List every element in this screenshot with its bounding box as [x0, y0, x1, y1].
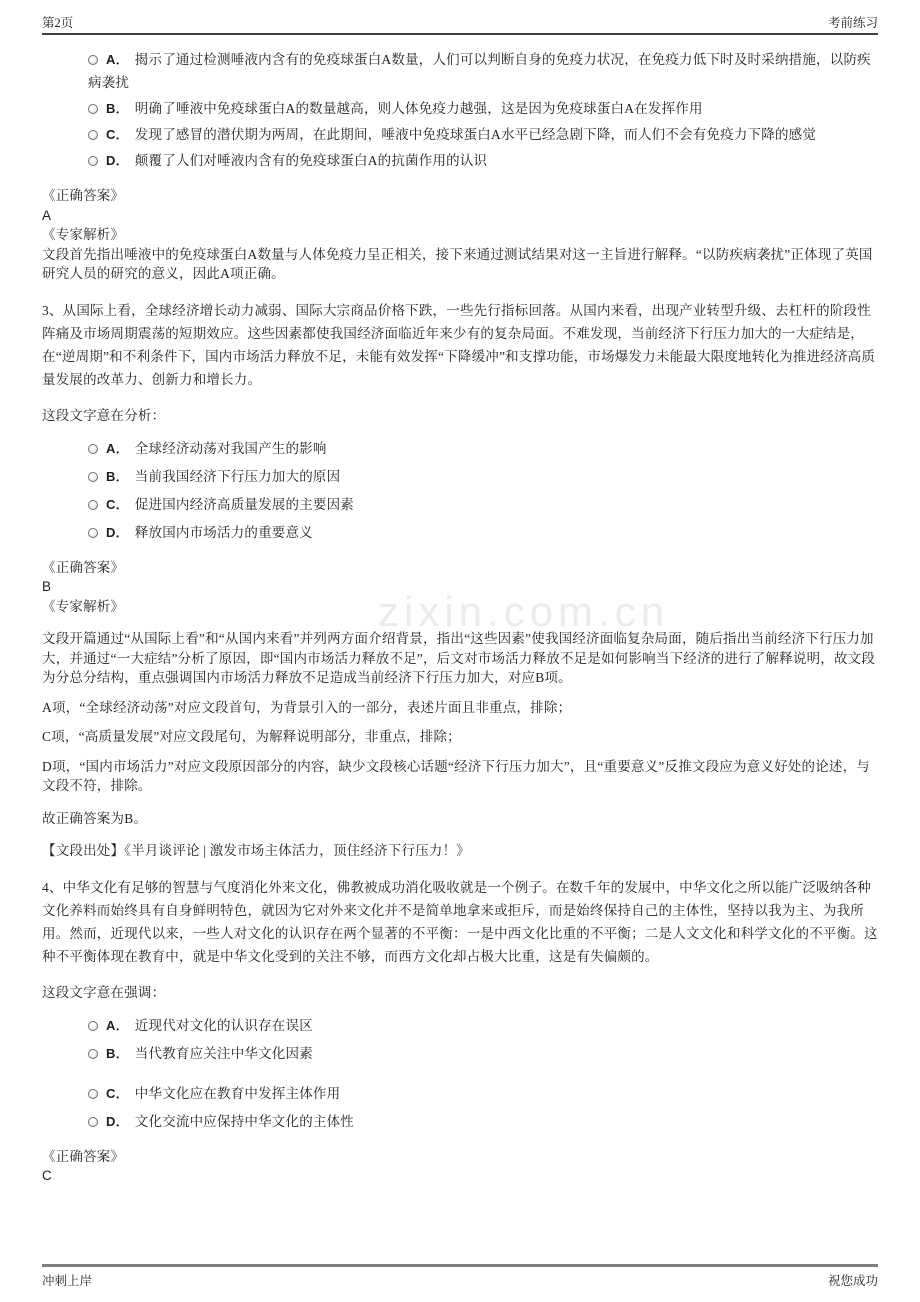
- option-text: 发现了感冒的潜伏期为两周，在此期间，唾液中免疫球蛋白A水平已经急剧下降，而人们不会有免疫力下降的感觉: [134, 127, 817, 142]
- question-4-intent: 这段文字意在强调：: [42, 984, 166, 1000]
- footer-left-slogan: 冲刺上岸: [42, 1274, 93, 1288]
- radio-button-icon[interactable]: [88, 444, 98, 454]
- page-content: [42, 48, 878, 1186]
- header-doc-title: 考前练习: [827, 16, 878, 30]
- option-text: 当代教育应关注中华文化因素: [134, 1045, 313, 1061]
- option-text: 颠覆了人们对唾液内含有的免疫球蛋白A的抗菌作用的认识: [134, 153, 488, 168]
- option-letter: A．: [106, 52, 129, 67]
- question-2-option-a: [88, 48, 878, 94]
- radio-button-icon[interactable]: [88, 1117, 98, 1127]
- analysis-conclusion: 故正确答案为B。: [42, 810, 148, 826]
- analysis-option-a-note: A项，“全球经济动荡”对应文段首句，为背景引入的一部分，表述片面且非重点，排除；: [42, 699, 572, 715]
- question-4-option-d: [88, 1110, 878, 1133]
- correct-answer-value: A: [42, 207, 52, 223]
- option-letter: D．: [106, 153, 129, 168]
- question-3-option-c: [88, 493, 878, 516]
- footer-right-slogan: 祝您成功: [827, 1274, 878, 1288]
- correct-answer-label: 《正确答案》: [42, 559, 125, 575]
- radio-button-icon[interactable]: [88, 156, 98, 166]
- analysis-paragraph: 文段首先指出唾液中的免疫球蛋白A数量与人体免疫力呈正相关，接下来通过测试结果对这一主旨进行解释。“以防疾病袭扰”正体现了英国研究人员的研究的意义，因此A项正确。: [42, 246, 873, 281]
- option-letter: A．: [106, 1017, 129, 1033]
- question-3-text: 3、从国际上看，全球经济增长动力减弱、国际大宗商品价格下跌，一些先行指标回落。从国内来看，出现产业转型升级、去杠杆的阶段性阵痛及市场周期震荡的短期效应。这些因素都使我国经济面临近年来少有的复杂局面。不难发现，当前经济下行压力加大的一大症结是，在“逆周期”和不利条件下，国内市场活力释放不足，未能有效发挥“下降缓冲”和支撑功能，市场爆发力未能最大限度地转化为推进经济高质量发展的改革力、创新力和增长力。: [42, 302, 876, 387]
- page-footer: [42, 1264, 878, 1289]
- radio-button-icon[interactable]: [88, 55, 98, 65]
- analysis-paragraph: 文段开篇通过“从国际上看”和“从国内来看”并列两方面介绍背景，指出“这些因素”使我国经济面临复杂局面，随后指出当前经济下行压力加大，并通过“一大症结”分析了原因，即“国内市场活力释放不足”，后文对市场活力释放不足是如何影响当下经济的进行了解释说明，故文段为分总分结构，重点强调国内市场活力释放不足造成当前经济下行压力加大，对应B项。: [42, 631, 876, 685]
- question-4-options: [42, 1014, 878, 1133]
- option-letter: C．: [106, 127, 129, 142]
- correct-answer-label: 《正确答案》: [42, 1148, 125, 1164]
- radio-button-icon[interactable]: [88, 130, 98, 140]
- question-3-option-d: [88, 521, 878, 544]
- question-4-option-a: [88, 1014, 878, 1037]
- analysis-option-d-note: D项，“国内市场活力”对应文段原因部分的内容，缺少文段核心话题“经济下行压力加大”，且“重要意义”反推文段应为意义好处的论述，与文段不符，排除。: [42, 758, 870, 793]
- expert-analysis-label: 《专家解析》: [42, 227, 125, 242]
- option-text: 中华文化应在教育中发挥主体作用: [134, 1085, 341, 1101]
- question-3-options: [42, 437, 878, 544]
- expert-analysis-label: 《专家解析》: [42, 598, 125, 614]
- analysis-option-c-note: C项，“高质量发展”对应文段尾句，为解释说明部分，非重点，排除；: [42, 729, 461, 744]
- question-4-option-c: [88, 1082, 878, 1105]
- question-2-options: [42, 48, 878, 172]
- page-number: 第2页: [42, 16, 74, 30]
- question-3-answer-block: [42, 558, 878, 861]
- radio-button-icon[interactable]: [88, 500, 98, 510]
- option-text: 明确了唾液中免疫球蛋白A的数量越高，则人体免疫力越强，这是因为免疫球蛋白A在发挥作用: [134, 101, 703, 116]
- option-text: 释放国内市场活力的重要意义: [134, 524, 313, 540]
- correct-answer-label: 《正确答案》: [42, 188, 125, 203]
- radio-button-icon[interactable]: [88, 528, 98, 538]
- radio-button-icon[interactable]: [88, 104, 98, 114]
- option-text: 文化交流中应保持中华文化的主体性: [134, 1113, 354, 1129]
- question-4-answer-block: [42, 1147, 878, 1186]
- watermark: zixin.com.cn: [378, 588, 670, 635]
- option-letter: B．: [106, 468, 129, 484]
- correct-answer-value: B: [42, 579, 52, 594]
- option-text: 近现代对文化的认识存在误区: [134, 1017, 313, 1033]
- option-letter: D．: [106, 524, 129, 540]
- radio-button-icon[interactable]: [88, 1021, 98, 1031]
- option-text: 揭示了通过检测唾液内含有的免疫球蛋白A数量，人们可以判断自身的免疫力状况，在免疫力低下时及时采纳措施，以防疾病袭扰: [88, 52, 871, 90]
- page-header: [42, 0, 878, 35]
- correct-answer-value: C: [42, 1168, 52, 1183]
- option-text: 促进国内经济高质量发展的主要因素: [134, 496, 354, 512]
- option-letter: A．: [106, 440, 129, 456]
- option-text: 全球经济动荡对我国产生的影响: [134, 440, 327, 456]
- radio-button-icon[interactable]: [88, 1049, 98, 1059]
- option-letter: C．: [106, 1085, 129, 1101]
- question-2-option-d: [88, 149, 878, 172]
- question-3-intent: 这段文字意在分析：: [42, 407, 166, 423]
- question-2-answer-block: [42, 186, 878, 284]
- question-3-option-b: [88, 465, 878, 488]
- question-3-option-a: [88, 437, 878, 460]
- option-text: 当前我国经济下行压力加大的原因: [134, 468, 341, 484]
- radio-button-icon[interactable]: [88, 1089, 98, 1099]
- question-2-option-b: [88, 97, 878, 120]
- question-4-option-b: [88, 1042, 878, 1065]
- option-letter: D．: [106, 1113, 129, 1129]
- option-letter: B．: [106, 1045, 129, 1061]
- question-2-option-c: [88, 123, 878, 146]
- option-letter: B．: [106, 101, 129, 116]
- source-line: 【文段出处】《半月谈评论 | 激发市场主体活力，顶住经济下行压力！》: [42, 843, 471, 858]
- question-4-text: 4、中华文化有足够的智慧与气度消化外来文化，佛教被成功消化吸收就是一个例子。在数千年的发展中，中华文化之所以能广泛吸纳各种文化养料而始终具有自身鲜明特色，就因为它对外来文化并不是简单地拿来或拒斥，而是始终保持自己的主体性，坚持以我为主、为我所用。然而，近现代以来，一些人对文化的认识存在两个显著的不平衡：一是中西文化比重的不平衡；二是人文文化和科学文化的不平衡。这种不平衡体现在教育中，就是中华文化受到的关注不够，而西方文化却占极大比重，这是有失偏颇的。: [42, 879, 878, 964]
- option-letter: C．: [106, 496, 129, 512]
- radio-button-icon[interactable]: [88, 472, 98, 482]
